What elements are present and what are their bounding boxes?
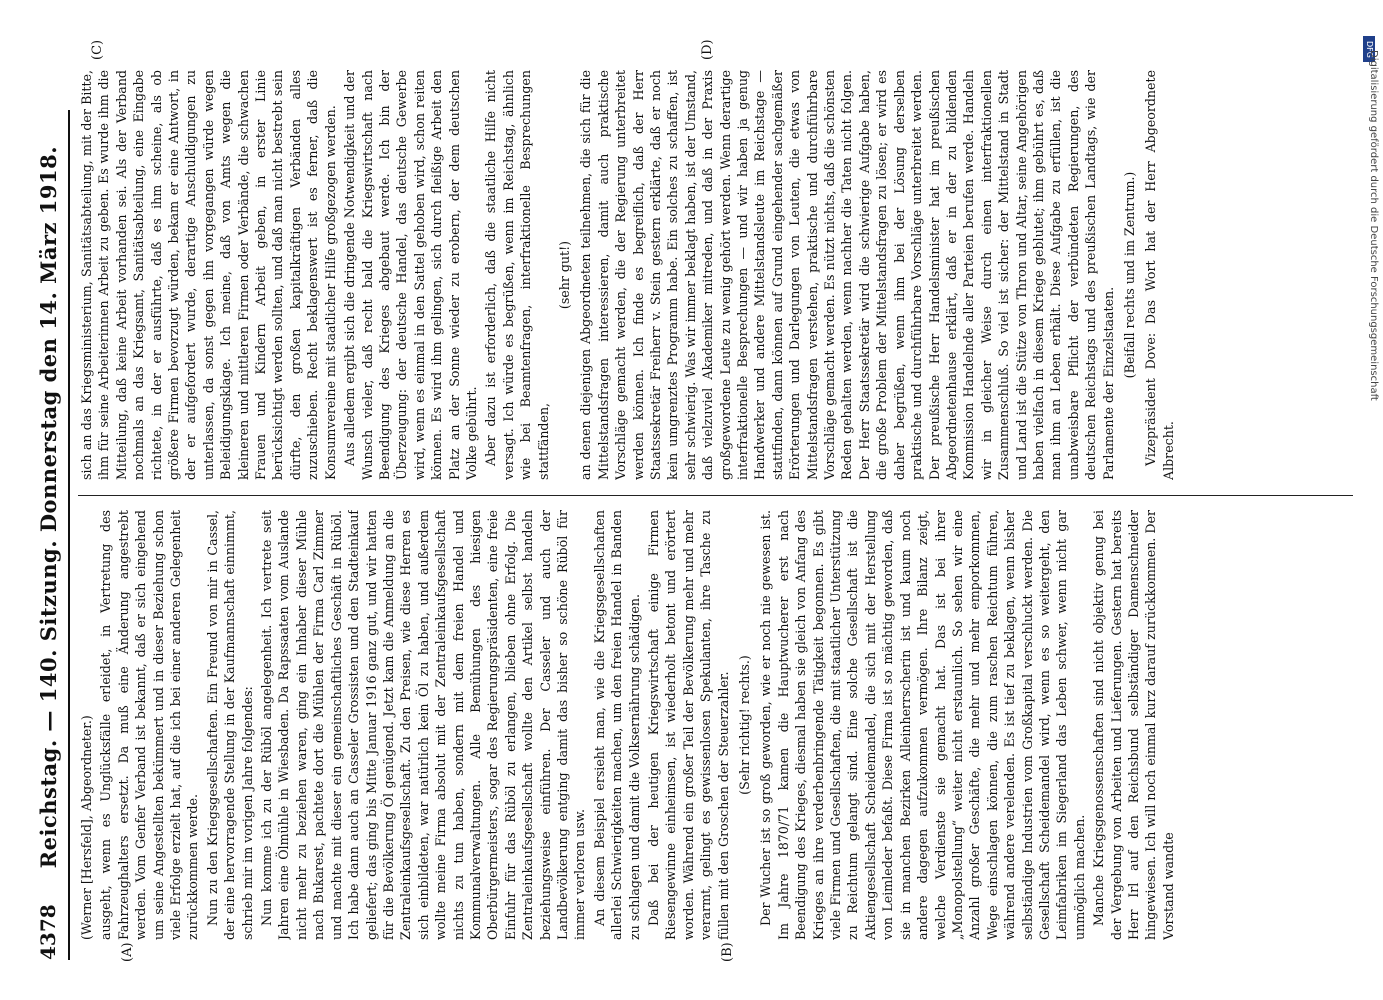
paragraph: Vizepräsident Dove: Das Wort hat der Herr Abgeordnete Albrecht. [1143, 70, 1176, 480]
paragraph: Nun komme ich zu der Rüböl angelegenheit. Ich vertrete seit Jahren eine Ölmühle in Wiesbaden. Da Rapssaaten vom Auslande nicht mehr zu beziehen waren, ging ein Inhaber dieser Mühle nach Bukarest, pachtete dort die Mühlen der Firma Carl Zimmer und machte mit dieser ein gemeinschaftliches Geschäft in Rüböl. Ich habe dann auch an Casseler Grossisten und den Stadteinkauf geliefert; das ging bis Mitte Januar 1916 ganz gut, und wir hatten für die Bevölkerung Öl genügend. Jetzt kam die Anmeldung an die Zentraleinkaufsgesellschaft. Zu den Preisen, wie diese Herren es sich einbildeten, war natürlich kein Öl zu haben, und außerdem wollte meine Firma absolut mit der Zentraleinkaufsgesellschaft nichts zu tun haben, sondern mit dem freien Handel und Kommunalverwaltungen. Alle Bemühungen des hiesigen Oberbürgermeisters, sogar des Regierungspräsidenten, eine freie Einfuhr für das Rüböl zu erlangen, blieben ohne Erfolg. Die Zentraleinkaufsgesellschaft wollte den Artikel selbst handeln beziehungsweise einführen. Der Casseler und auch der Landbevölkerung entging damit das bisher so schöne Rüböl für immer verloren usw. [259, 510, 588, 940]
marker-a: (A) [120, 942, 135, 962]
paragraph: sich an das Kriegsministerium, Sanitätsabteilung, mit der Bitte, ihm für seine Arbeiterinnen Arbeit zu geben. Es wurde ihm die Mitteilung, daß keine Arbeit vorhanden sei. Als der Verband nochmals an das Kriegsamt, Sanitätsabteilung, eine Eingabe richtete, in der er ausführte, daß es ihm scheine, als ob größere Firmen bevorzugt würden, bekam er eine Antwort, in der er aufgefordert wurde, derartige Anschuldigungen zu unterlassen, da sonst gegen ihn vorgegangen würde wegen Beleidigungsklage. Ich meine, daß von Amts wegen die kleineren und mittleren Firmen oder Verbände, die schwachen Frauen und Kindern Arbeit geben, in erster Linie berücksichtigt werden sollten, und daß man nicht bestrebt sein dürfte, den großen kapitalkräftigen Verbänden alles zuzuschieben. Recht beklagenswert ist es ferner, daß die Konsumvereine mit staatlicher Hilfe großgezogen werden. [79, 70, 338, 480]
paragraph: Der Wucher ist so groß geworden, wie er noch nie gewesen ist. Im Jahre 1870/71 kamen die Hauptwucherer erst nach Beendigung des Krieges, diesmal haben sie gleich von Anfang des Krieges an ihre verderbenbringende Tätigkeit begonnen. Es gibt viele Firmen und Gesellschaften, die mit staatlicher Unterstützung zu Reichtum gelangt sind. Eine solche Gesellschaft ist die Aktiengesellschaft Scheidemandel, die sich mit der Herstellung von Leimleder befaßt. Diese Firma ist so mächtig geworden, daß sie in manchen Bezirken Alleinherrscherin ist und kaum noch andere dagegen aufzukommen vermögen. Ihre Bilanz zeigt, welche Verdienste sie gemacht hat. Das ist bei ihrer „Monopolstellung“ weiter nicht erstaunlich. So sehen wir eine Anzahl großer Geschäfte, die mehr und mehr emporkommen, Wege einschlagen können, die zum raschen Reichtum führen, während andere verelenden. Es ist tief zu beklagen, wenn bisher selbständige Industrien vom Großkapital verschluckt werden. Die Gesellschaft Scheidemandel wird, wenn es so weitergeht, den Leimfabriken im Siegerland das Leben schwer, wenn nicht gar unmöglich machen. [758, 510, 1087, 940]
paragraph: ausgeht, wenn es Unglücksfälle erleidet, in Vertretung des Fahrzeughalters ersetzt. Da muß eine Änderung angestrebt werden. Vom Genfer Verband ist bekannt, daß er sich eingehend um seine Angestellten bekümmert und in dieser Beziehung schon viele Erfolge erzielt hat, auf die ich bei einer anderen Gelegenheit zurückkommen werde. [98, 510, 201, 940]
paragraph: Aber dazu ist erforderlich, daß die staatliche Hilfe nicht versagt. Ich würde es begrüßen, wenn im Reichstag, ähnlich wie bei Beamtenfragen, interfraktionelle Besprechungen stattfänden, [483, 70, 551, 480]
interjection: (sehr gut!) [556, 240, 572, 310]
right-column [78, 70, 1353, 480]
side-credit [1363, 30, 1377, 970]
paragraph: an denen diejenigen Abgeordneten teilnehmen, die sich für die Mittelstandsfragen interessieren, damit auch praktische Vorschläge gemacht werden, die der Regierung unterbreitet werden können. Ich finde es begreiflich, daß der Herr Staatssekretär Freiherr v. Stein gestern erklärte, daß er noch kein umgrenztes Programm habe. Ein solches zu schaffen, ist sehr schwierig. Was wir immer beklagt haben, ist der Umstand, daß vielzuviel Akademiker mitreden, und daß in der Praxis großgewordene Leute zu wenig gehört werden. Wenn derartige interfraktionelle Besprechungen — und wir haben ja genug Handwerker und andere Mittelstandsleute im Reichstage — stattfinden, dann können auf Grund eingehender sachgemäßer Erörterungen und Darlegungen von Leuten, die etwas von Mittelstandsfragen verstehen, praktische und durchführbare Vorschläge gemacht werden. Es nützt nichts, daß die schönsten Reden gehalten werden, wenn nachher die Taten nicht folgen. Der Herr Staatssekretär wird die schwierige Aufgabe haben, die große Problem der Mittelstandsfragen zu lösen; er wird es daher begrüßen, wenn ihm bei der Lösung derselben praktische und durchführbare Vorschläge unterbreitet werden. Der preußische Herr Handelsminister hat im preußischen Abgeordnetenhause erklärt, daß er in der zu bildenden Kommission Handelnde aller Parteien berufen werde. Handeln wir in gleicher Weise durch einen interfraktionellen Zusammenschluß. So viel ist sicher: der Mittelstand in Stadt und Land ist die Stütze von Thron und Altar, seine Angehörigen haben vielfach in diesem Kriege geblutet; ihm gebührt es, daß man ihm an Leben erhält. Diese Aufgabe zu erfüllen, ist die unabweisbare Pflicht der verbündeten Regierungen, des deutschen Reichstags und des preußischen Landtags, wie der Parlamente der Einzelstaaten. [578, 70, 1116, 480]
interjection: (Sehr richtig! rechts.) [737, 655, 753, 795]
digitization-credit: Digitalisierung gefördert durch die Deutsche Forschungsgemeinschaft [1368, 50, 1379, 401]
paragraph: Nun zu den Kriegsgesellschaften. Ein Freund von mir in Cassel, der eine hervorragende Stellung in der Kaufmannschaft einnimmt, schrieb mir im vorigen Jahre folgendes: [204, 510, 255, 940]
paragraph: An diesem Beispiel ersieht man, wie die Kriegsgesellschaften allerlei Schwierigkeiten machen, um den freien Handel in Banden zu schlagen und damit die Volksernährung schädigen. [591, 510, 642, 940]
paragraph: (Werner [Hersfeld], Abgeordneter.) [79, 715, 94, 940]
page-header [28, 110, 70, 960]
paragraph: Aus alledem ergibt sich die dringende Notwendigkeit und der Wunsch vieler, daß recht bald die Kriegswirtschaft nach Beendigung des Krieges abgebaut werde. Ich bin der Überzeugung: der deutsche Handel, das deutsche Gewerbe wird, wenn es einmal in den Sattel gehoben wird, schon reiten können. Es wird ihm gelingen, sich durch fleißige Arbeit den Platz an der Sonne wieder zu erobern, der dem deutschen Volke gebührt. [342, 70, 479, 480]
dfg-logo: DFG [1363, 36, 1375, 62]
paragraph: Daß bei der heutigen Kriegswirtschaft einige Firmen Riesengewinne einheimsen, ist wiederholt betont und erörtert worden. Während ein großer Teil der Bevölkerung mehr und mehr verarmt, gelingt es gewissenlosen Spekulanten, ihre Tasche zu füllen mit den Groschen der Steuerzahler. [646, 510, 731, 940]
column-divider [78, 495, 1353, 496]
page-title: Reichstag. — 140. Sitzung. Donnerstag den 14. März 1918. [35, 146, 61, 869]
paragraph: Manche Kriegsgenossenschaften sind nicht objektiv genug bei der Vergebung von Arbeiten und Lieferungen. Gestern hat bereits Herr Irl auf den Reichsbund selbständiger Damenschneider hingewiesen. Ich will noch einmal kurz darauf zurückkommen. Der Vorstand wandte [1091, 510, 1176, 940]
interjection: (Beifall rechts und im Zentrum.) [1121, 171, 1137, 379]
marker-b: (B) [720, 942, 735, 962]
marker-d: (D) [700, 39, 715, 60]
marker-c: (C) [90, 39, 105, 60]
left-column [78, 510, 1353, 940]
page-number: 4378 [36, 904, 60, 960]
